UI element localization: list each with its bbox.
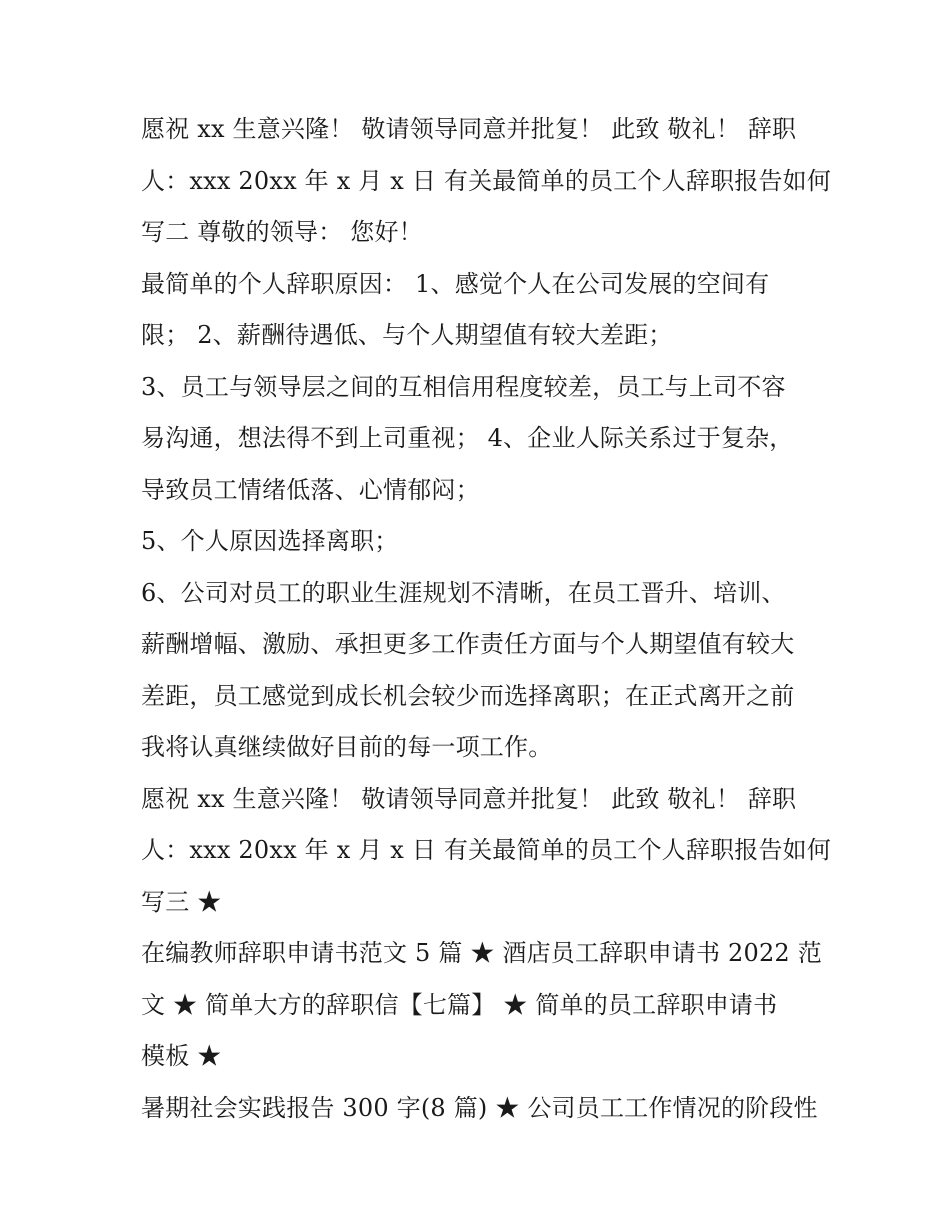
text-line: 5、个人原因选择离职； (141, 527, 399, 555)
text-line: 易沟通，想法得不到上司重视； 4、企业人际关系过于复杂， (141, 424, 794, 452)
text-line: 导致员工情绪低落、心情郁闷； (141, 475, 480, 504)
text-line: 我将认真继续做好目前的每一项工作。 (141, 733, 553, 761)
text-line: 3、员工与领导层之间的互相信用程度较差，员工与上司不容 (141, 372, 786, 401)
text-line: 暑期社会实践报告 300 字(8 篇) ★ 公司员工工作情况的阶段性 (141, 1093, 818, 1122)
text-line: 限； 2、薪酬待遇低、与个人期望值有较大差距； (141, 321, 673, 349)
text-line: 最简单的个人辞职原因： 1、感觉个人在公司发展的空间有 (141, 269, 770, 298)
text-line: 6、公司对员工的职业生涯规划不清晰，在员工晋升、培训、 (141, 578, 786, 607)
text-line: 愿祝 xx 生意兴隆！ 敬请领导同意并批复！ 此致 敬礼！ 辞职 (141, 115, 797, 143)
text-line: 愿祝 xx 生意兴隆！ 敬请领导同意并批复！ 此致 敬礼！ 辞职 (141, 784, 797, 813)
document-body (141, 104, 832, 1134)
text-line: 薪酬增幅、激励、承担更多工作责任方面与个人期望值有较大 (141, 630, 795, 658)
text-line: 在编教师辞职申请书范文 5 篇 ★ 酒店员工辞职申请书 2022 范 (141, 939, 822, 967)
text-line: 写二 尊敬的领导： 您好！ (141, 218, 423, 246)
text-line: 差距，员工感觉到成长机会较少而选择离职；在正式离开之前 (141, 681, 795, 710)
text-line: 文 ★ 简单大方的辞职信【七篇】 ★ 简单的员工辞职申请书 (141, 990, 778, 1019)
text-line: 人：xxx 20xx 年 x 月 x 日 有关最简单的员工个人辞职报告如何 (141, 836, 832, 864)
text-line: 模板 ★ (141, 1042, 222, 1070)
text-line: 写三 ★ (141, 887, 222, 916)
text-line: 人：xxx 20xx 年 x 月 x 日 有关最简单的员工个人辞职报告如何 (141, 166, 832, 195)
